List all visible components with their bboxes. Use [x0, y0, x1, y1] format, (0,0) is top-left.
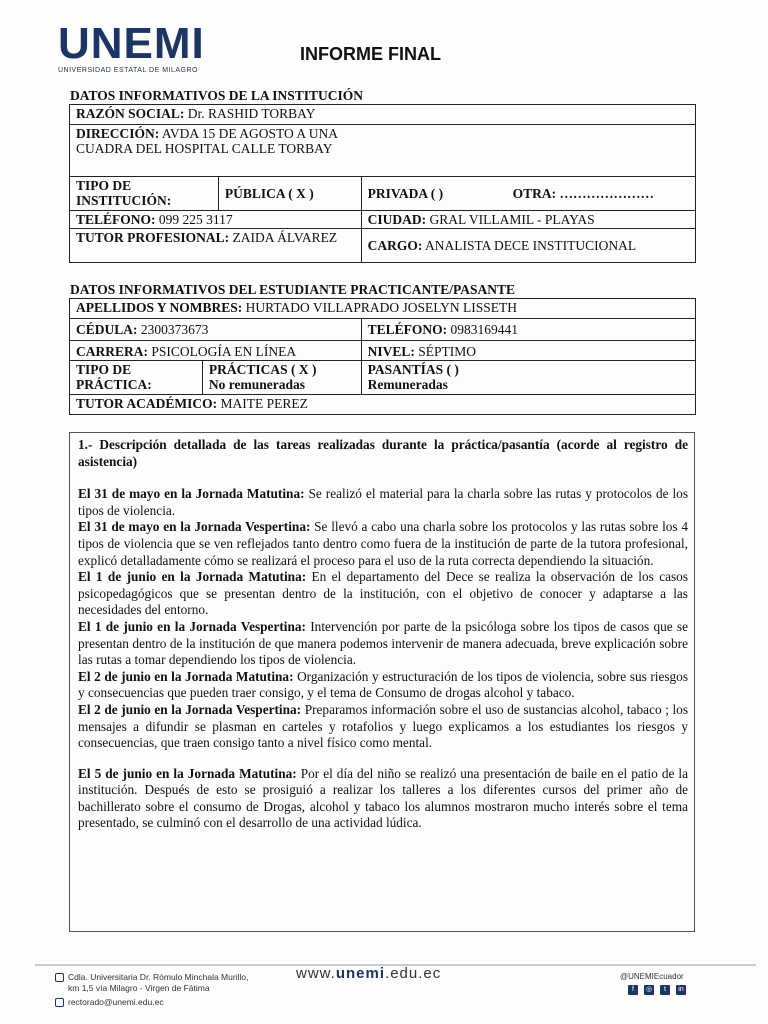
telefono-institucion-label: TELÉFONO:: [76, 212, 156, 227]
document-title: INFORME FINAL: [300, 44, 441, 64]
unemi-logo: [58, 19, 218, 74]
cedula-cell: [70, 319, 362, 341]
footer-website[interactable]: [296, 965, 441, 982]
practicas-sub: No remuneradas: [208, 377, 305, 392]
web-brand: unemi: [335, 965, 386, 982]
cedula-label: CÉDULA:: [76, 322, 138, 337]
description-entry: [78, 569, 688, 619]
description-entry: [78, 766, 688, 832]
entry-text: Intervención por parte de la psicóloga sobre los tipos de casos que se presentan dentro de la institución de que manera podemos intervenir de manera adecuada, breve explicación sobre las rutas a tomar dependiendo los tipos de violencia.: [78, 618, 688, 668]
ciudad-cell: [361, 211, 695, 229]
publica-option: PÚBLICA ( X ): [218, 177, 361, 211]
telefono-institucion-cell: [70, 211, 362, 229]
student-table: [69, 298, 696, 415]
tutor-profesional-label: TUTOR PROFESIONAL:: [76, 230, 230, 245]
ciudad-value: GRAL VILLAMIL - PLAYAS: [429, 212, 595, 227]
cargo-value: ANALISTA DECE INSTITUCIONAL: [424, 238, 637, 253]
tipo-practica-label: TIPO DE PRÁCTICA:: [70, 361, 203, 395]
description-entry: [78, 669, 688, 702]
mail-icon: [55, 998, 64, 1007]
telefono-institucion-value: 099 225 3117: [158, 212, 233, 227]
description-entries: [78, 486, 688, 832]
nombres-cell: [70, 299, 696, 319]
description-entry: [78, 702, 688, 752]
entry-date: El 1 de junio en la Jornada Vespertina:: [78, 618, 306, 634]
web-prefix: www.: [296, 965, 336, 982]
address-line-2: km 1,5 vía Milagro - Virgen de Fátima: [68, 983, 210, 993]
nombres-label: APELLIDOS Y NOMBRES:: [76, 300, 243, 315]
privada-otra-cell: [361, 177, 695, 211]
address-row: [55, 972, 248, 994]
address-text: [68, 972, 248, 994]
pasantias-cell: [361, 361, 695, 395]
nivel-value: SÉPTIMO: [418, 344, 477, 359]
email-row: [55, 997, 248, 1008]
direccion-value: AVDA 15 DE AGOSTO A UNA CUADRA DEL HOSPITAL CALLE TORBAY: [76, 126, 338, 156]
tutor-profesional-cell: [70, 229, 362, 263]
description-entry: [78, 619, 688, 669]
entry-date: El 1 de junio en la Jornada Matutina:: [78, 569, 307, 585]
footer-social: [620, 972, 686, 995]
description-question: 1.- Descripción detallada de las tareas realizadas durante la práctica/pasantía (acorde al registro de asistencia): [78, 437, 688, 469]
social-handle: @UNEMIEcuador: [620, 972, 684, 981]
institution-table: [69, 104, 696, 263]
nombres-value: HURTADO VILLAPRADO JOSELYN LISSETH: [245, 300, 518, 315]
tipo-institucion-label: TIPO DE INSTITUCIÓN:: [70, 177, 219, 211]
practicas-option: PRÁCTICAS ( X ): [208, 362, 317, 377]
facebook-icon[interactable]: f: [628, 985, 638, 995]
razon-social-value: Dr. RASHID TORBAY: [187, 106, 316, 121]
twitter-icon[interactable]: t: [660, 985, 670, 995]
cedula-value: 2300373673: [140, 322, 209, 337]
entry-date: El 5 de junio en la Jornada Matutina:: [78, 765, 297, 781]
tutor-academico-cell: [70, 395, 696, 415]
pasantias-sub: Remuneradas: [367, 377, 448, 392]
ciudad-label: CIUDAD:: [367, 212, 427, 227]
privada-option: PRIVADA ( ): [367, 186, 444, 201]
cargo-label: CARGO:: [367, 238, 423, 253]
address-line-1: Cdla. Universitaria Dr. Rómulo Minchala Murillo,: [68, 972, 249, 982]
carrera-label: CARRERA:: [76, 344, 148, 359]
logo-wordmark: UNEMI: [58, 19, 205, 68]
institution-section-title: DATOS INFORMATIVOS DE LA INSTITUCIÓN: [70, 88, 364, 103]
logo-subtitle: UNIVERSIDAD ESTATAL DE MILAGRO: [58, 67, 198, 74]
carrera-value: PSICOLOGÍA EN LÍNEA: [151, 344, 297, 359]
entry-text: Se realizó el material para la charla sobre las rutas y protocolos de los tipos de violencia.: [78, 486, 688, 518]
otra-option: OTRA: …………………: [512, 186, 654, 201]
building-icon: [55, 973, 64, 982]
direccion-cell: [70, 125, 696, 177]
description-entry: [78, 486, 688, 519]
razon-social-label: RAZÓN SOCIAL:: [76, 106, 185, 121]
entry-date: El 31 de mayo en la Jornada Matutina:: [78, 486, 305, 502]
entry-text: En el departamento del Dece se realiza la observación de los casos psicopedagógicos que se presentan dentro de la institución, con el objetivo de conocer y adaptarse a las necesidades del entorno.: [78, 569, 688, 618]
footer-email[interactable]: rectorado@unemi.edu.ec: [68, 997, 164, 1007]
description-entry: [78, 519, 688, 569]
entry-text: Se llevó a cabo una charla sobre los protocolos y las rutas sobre los 4 tipos de violencia que se ven reflejados tanto dentro como fuera de la institución de parte de la tutora profesional, explicó detalladamente cómo se realizará el proceso para el uso de la ruta correcta dependiendo la situación.: [78, 519, 688, 568]
description-box: [69, 432, 695, 932]
nivel-cell: [361, 341, 695, 361]
telefono-estudiante-label: TELÉFONO:: [367, 322, 448, 337]
social-icons: [620, 985, 686, 995]
direccion-label: DIRECCIÓN:: [76, 126, 160, 141]
tutor-academico-label: TUTOR ACADÉMICO:: [76, 396, 218, 411]
tutor-profesional-value: ZAIDA ÁLVAREZ: [232, 230, 338, 245]
entry-text: Organización y estructuración de los tipos de violencia, sobre sus riesgos y consecuencias que pueden traer consigo, y el tema de Consumo de drogas alcohol y tabaco.: [78, 668, 688, 701]
carrera-cell: [70, 341, 362, 361]
entry-date: El 2 de junio en la Jornada Matutina:: [78, 668, 294, 684]
linkedin-icon[interactable]: in: [676, 985, 686, 995]
web-suffix: .edu.ec: [385, 965, 442, 982]
footer-contact: [55, 972, 248, 1011]
entry-text: Preparamos información sobre el uso de sustancias alcohol, tabaco ; los mensajes a difundir se plasman en carteles y rotafolios y luego explicamos a los estudiantes los riesgos y consecuencias, que traen consigo tanto a nivel físico como mental.: [78, 701, 688, 751]
telefono-estudiante-cell: [361, 319, 695, 341]
nivel-label: NIVEL:: [367, 344, 415, 359]
instagram-icon[interactable]: ◎: [645, 986, 653, 993]
practicas-cell: [202, 361, 361, 395]
student-section-title: DATOS INFORMATIVOS DEL ESTUDIANTE PRACTICANTE/PASANTE: [70, 282, 516, 297]
tutor-academico-value: MAITE PEREZ: [220, 396, 308, 411]
razon-social-cell: [70, 105, 696, 125]
telefono-estudiante-value: 0983169441: [450, 322, 519, 337]
entry-date: El 31 de mayo en la Jornada Vespertina:: [78, 519, 311, 535]
entry-text: Por el día del niño se realizó una presentación de baile en el patio de la institución. Después de esto se prosiguió a realizar los talleres a los diferentes cursos del primer año de bachillerato sobre el consumo de Drogas, alcohol y tabaco los alumnos mostraron mucho interés sobre el tema presentado, se culminó con el desarrollo de una actividad lúdica.: [78, 765, 688, 831]
pasantias-option: PASANTÍAS ( ): [367, 362, 459, 377]
entry-date: El 2 de junio en la Jornada Vespertina:: [78, 701, 302, 717]
cargo-cell: [361, 229, 695, 263]
